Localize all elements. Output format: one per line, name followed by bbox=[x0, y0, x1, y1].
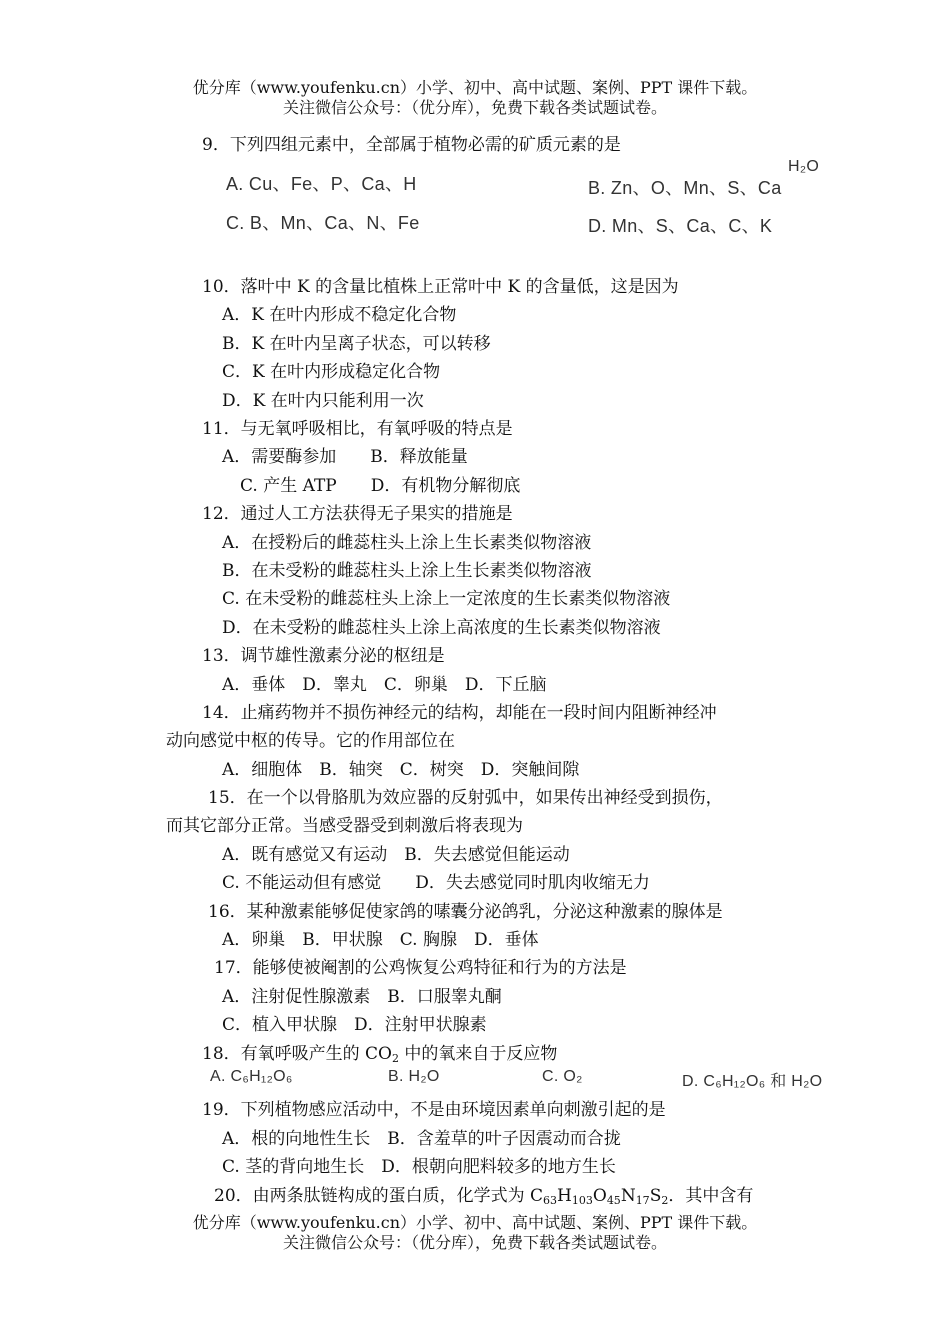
q16-options: A．卵巢 B．甲状腺 C. 胸腺 D．垂体 bbox=[222, 930, 539, 950]
q20-element-h: H bbox=[557, 1186, 572, 1206]
q20-stem bbox=[214, 1185, 753, 1207]
q20-element-n: N bbox=[620, 1186, 636, 1206]
q18-option-d: D. C₆H₁₂O₆ 和 H₂O bbox=[682, 1073, 823, 1090]
q11-options-ab: A．需要酶参加 B．释放能量 bbox=[222, 447, 468, 467]
q19-options-ab: A．根的向地性生长 B．含羞草的叶子因震动而合拢 bbox=[222, 1129, 621, 1149]
q13-options: A．垂体 D．睾丸 C．卵巢 D．下丘脑 bbox=[222, 675, 547, 695]
header-line-1: 优分库（www.youfenku.cn）小学、初中、高中试题、案例、PPT 课件下载。 bbox=[192, 78, 758, 97]
q14-stem-line-2: 动向感觉中枢的传导。它的作用部位在 bbox=[166, 731, 455, 751]
q19-options-cd: C. 茎的背向地生长 D．根朝向肥料较多的地方生长 bbox=[222, 1157, 616, 1177]
footer-line-2: 关注微信公众号：（优分库），免费下载各类试题试卷。 bbox=[282, 1233, 667, 1252]
q17-options-ab: A．注射促性腺激素 B．口服睾丸酮 bbox=[222, 987, 502, 1007]
q17-stem: 17．能够使被阉割的公鸡恢复公鸡特征和行为的方法是 bbox=[214, 958, 627, 978]
q15-stem-line-2: 而其它部分正常。当感受器受到刺激后将表现为 bbox=[166, 816, 523, 836]
q20-sub-c: 63 bbox=[543, 1194, 558, 1207]
q10-option-d: D．K 在叶内只能利用一次 bbox=[222, 391, 424, 411]
q13-stem: 13．调节雄性激素分泌的枢纽是 bbox=[202, 646, 445, 666]
q10-stem: 10．落叶中 K 的含量比植株上正常叶中 K 的含量低，这是因为 bbox=[202, 277, 679, 297]
q9-stray-formula: H₂O bbox=[788, 158, 820, 175]
q18-stem bbox=[202, 1043, 557, 1065]
q10-option-a: A．K 在叶内形成不稳定化合物 bbox=[222, 305, 457, 325]
q10-option-b: B．K 在叶内呈离子状态，可以转移 bbox=[222, 334, 491, 354]
q20-element-o: O bbox=[592, 1186, 607, 1206]
q12-option-d: D．在未受粉的雌蕊柱头上涂上高浓度的生长素类似物溶液 bbox=[222, 618, 661, 638]
q14-options: A．细胞体 B．轴突 C．树突 D．突触间隙 bbox=[222, 760, 580, 780]
q9-option-d: D. Mn、S、Ca、C、K bbox=[588, 216, 773, 236]
q18-option-a: A. C₆H₁₂O₆ bbox=[210, 1068, 293, 1085]
q18-stem-pre: 18．有氧呼吸产生的 CO bbox=[202, 1044, 392, 1064]
q20-sub-h: 103 bbox=[571, 1194, 593, 1207]
q9-option-b: B. Zn、O、Mn、S、Ca bbox=[588, 178, 782, 198]
q11-stem: 11．与无氧呼吸相比，有氧呼吸的特点是 bbox=[202, 419, 513, 439]
q20-stem-post: ．其中含有 bbox=[668, 1186, 754, 1206]
q18-option-c: C. O₂ bbox=[542, 1068, 583, 1085]
q16-stem: 16．某种激素能够促使家鸽的嗉囊分泌鸽乳，分泌这种激素的腺体是 bbox=[208, 902, 723, 922]
q18-stem-post: 中的氧来自于反应物 bbox=[398, 1044, 558, 1064]
q9-stem: 9．下列四组元素中，全部属于植物必需的矿质元素的是 bbox=[202, 135, 621, 155]
q11-options-cd: C. 产生 ATP D．有机物分解彻底 bbox=[240, 476, 521, 496]
q9-option-c: C. B、Mn、Ca、N、Fe bbox=[226, 213, 420, 233]
q15-stem-line-1: 15．在一个以骨胳肌为效应器的反射弧中，如果传出神经受到损伤， bbox=[208, 788, 723, 808]
q20-sub-n: 17 bbox=[635, 1194, 650, 1207]
q12-option-b: B．在未受粉的雌蕊柱头上涂上生长素类似物溶液 bbox=[222, 561, 592, 581]
q19-stem: 19．下列植物感应活动中，不是由环境因素单向刺激引起的是 bbox=[202, 1100, 666, 1120]
q9-option-a: A. Cu、Fe、P、Ca、H bbox=[226, 174, 417, 194]
q18-stem-subscript: 2 bbox=[391, 1052, 399, 1065]
q15-options-cd: C. 不能运动但有感觉 D．失去感觉同时肌肉收缩无力 bbox=[222, 873, 650, 893]
q15-options-ab: A．既有感觉又有运动 B．失去感觉但能运动 bbox=[222, 845, 570, 865]
footer-line-1: 优分库（www.youfenku.cn）小学、初中、高中试题、案例、PPT 课件下载。 bbox=[192, 1213, 758, 1232]
q12-option-a: A．在授粉后的雌蕊柱头上涂上生长素类似物溶液 bbox=[222, 533, 592, 553]
q20-stem-pre: 20．由两条肽链构成的蛋白质，化学式为 C bbox=[214, 1186, 544, 1206]
q18-option-b: B. H₂O bbox=[388, 1068, 440, 1085]
q12-option-c: C. 在未受粉的雌蕊柱头上涂上一定浓度的生长素类似物溶液 bbox=[222, 589, 671, 609]
q10-option-c: C．K 在叶内形成稳定化合物 bbox=[222, 362, 441, 382]
q14-stem-line-1: 14．止痛药物并不损伤神经元的结构，却能在一段时间内阻断神经冲 bbox=[202, 703, 717, 723]
q17-options-cd: C．植入甲状腺 D．注射甲状腺素 bbox=[222, 1015, 487, 1035]
q20-element-s: S bbox=[649, 1186, 662, 1206]
q20-sub-s: 2 bbox=[661, 1194, 669, 1207]
q12-stem: 12．通过人工方法获得无子果实的措施是 bbox=[202, 504, 513, 524]
header-line-2: 关注微信公众号：（优分库），免费下载各类试题试卷。 bbox=[282, 98, 667, 117]
q20-sub-o: 45 bbox=[606, 1194, 621, 1207]
